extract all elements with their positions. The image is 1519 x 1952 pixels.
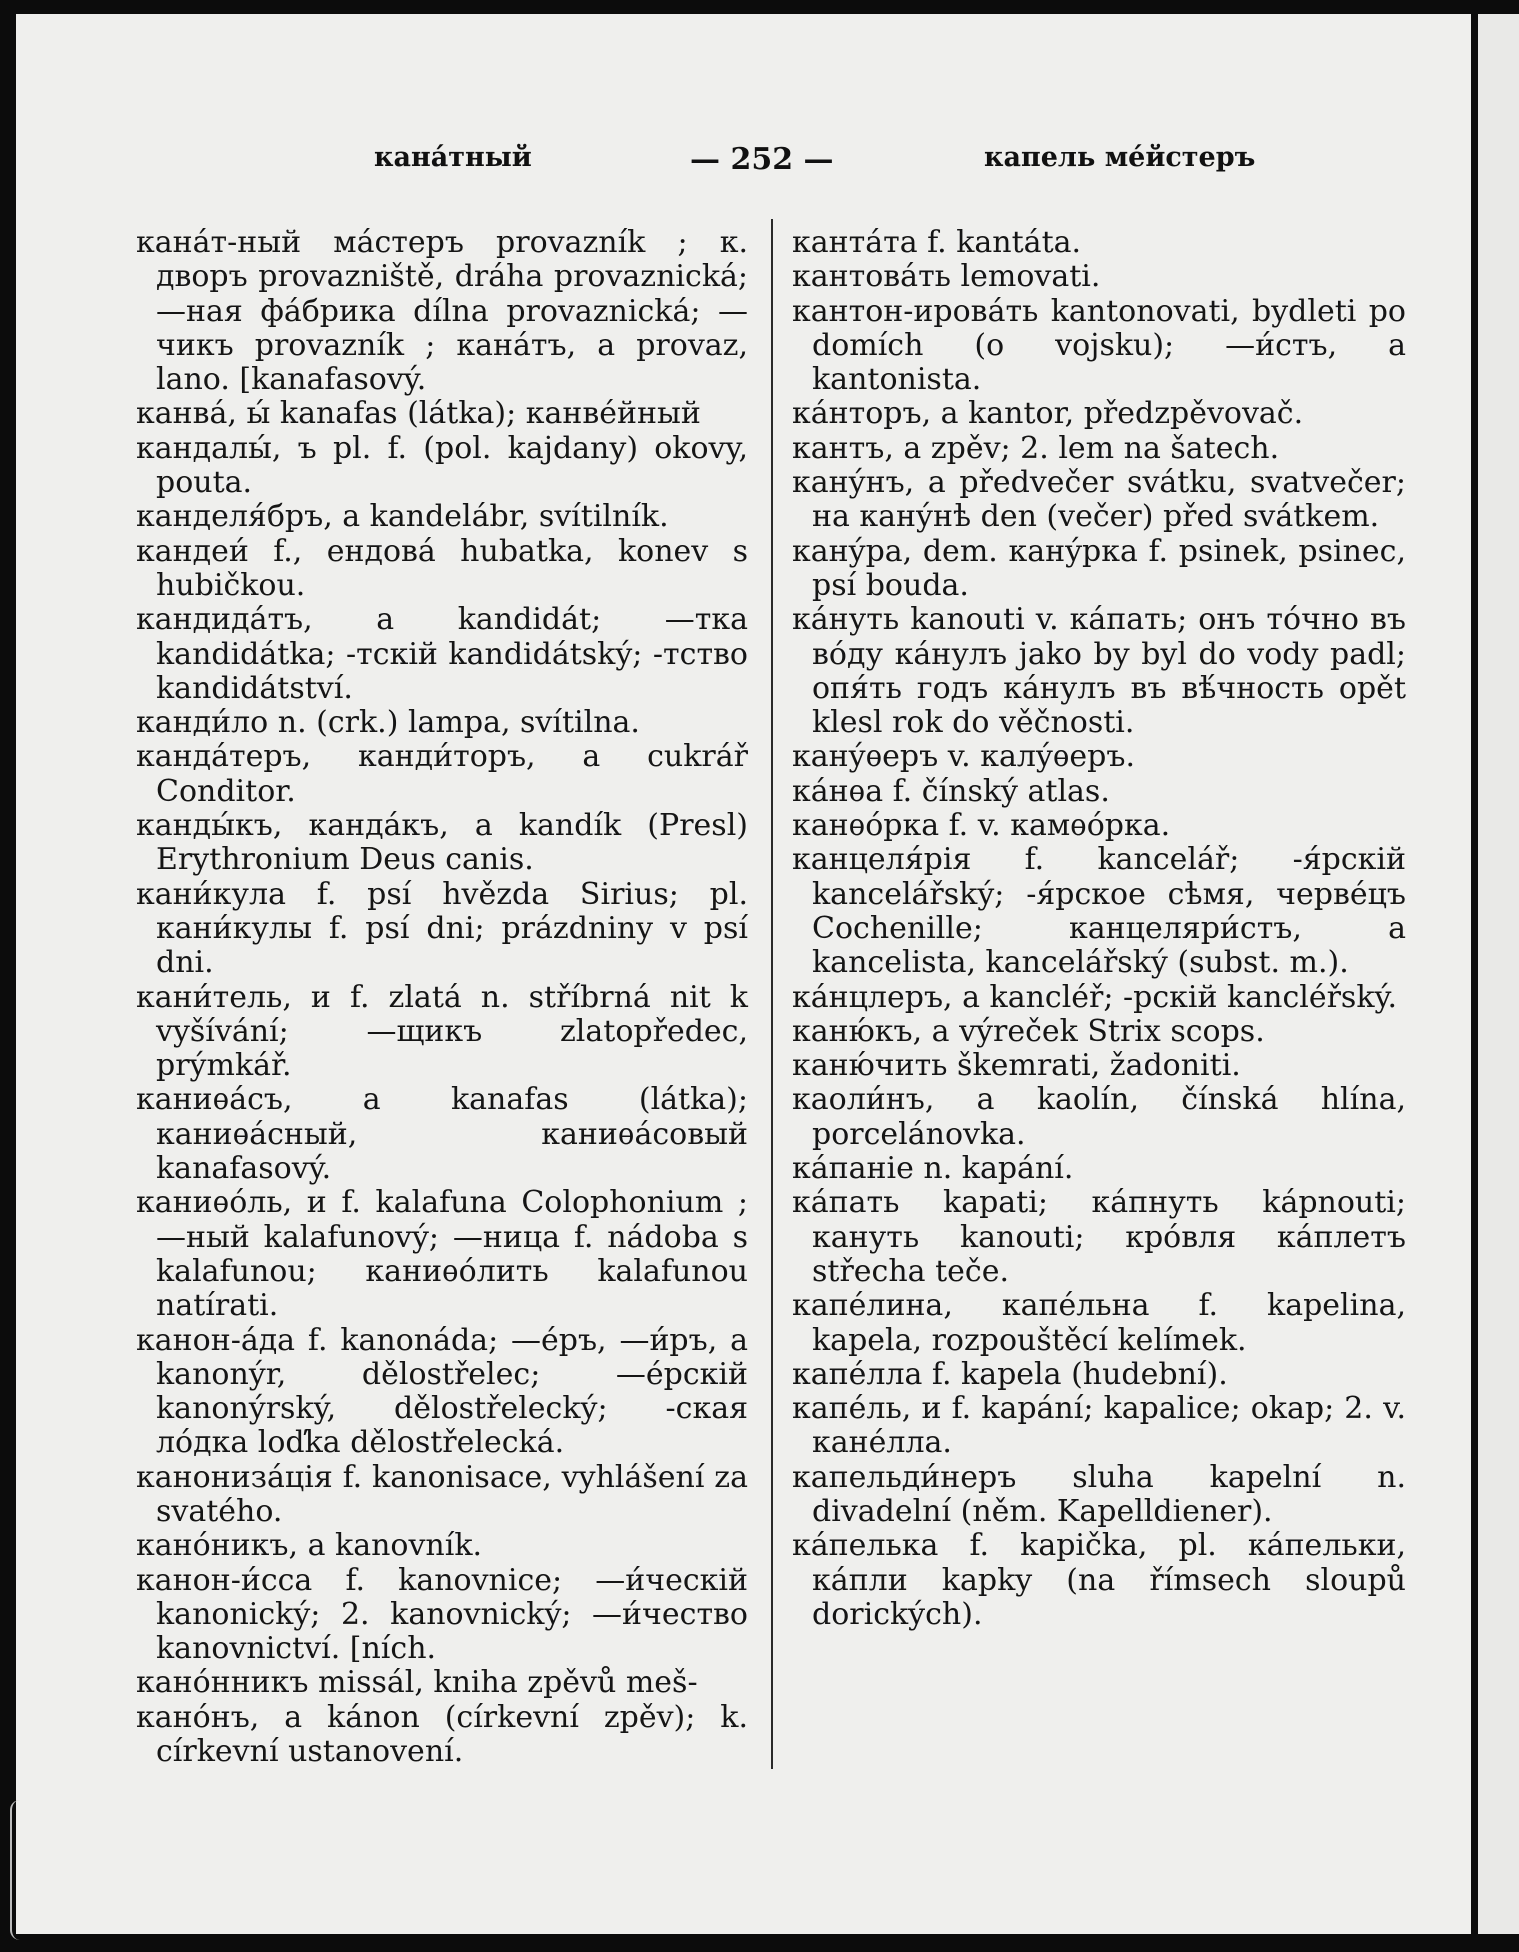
dictionary-entry: канвá, ы́ kanafas (látka); канвéйный — [136, 396, 701, 432]
dictionary-entry: кани́кула f. psí hvězda Sirius; pl. кани́кулы f. psí dni; prázdniny v psí dni. — [136, 876, 748, 981]
header-right-guideword: капель мéйстеръ — [984, 142, 1256, 173]
dictionary-entry: канýра, dem. канýрка f. psinek, psinec, psí bouda. — [792, 533, 1406, 603]
left-column — [136, 226, 748, 1769]
header-left-guideword: канáтный — [374, 142, 532, 173]
dictionary-entry: каню́къ, a výreček Strix scops. — [792, 1013, 1265, 1049]
dictionary-page — [16, 14, 1471, 1934]
adjacent-page-edge — [1478, 14, 1519, 1934]
dictionary-entry: кандеи́ f., ендовá hubatka, konev s hubičkou. — [136, 533, 748, 603]
dictionary-entry: кантон-ировáть kantonovati, bydleti po domích (o vojsku); —и́стъ, a kantonista. — [792, 293, 1406, 398]
dictionary-entry: капéль, и f. kapání; kapalice; okap; 2. v. канéлла. — [792, 1391, 1406, 1461]
dictionary-entry: канделя́бръ, a kandelábr, svítilník. — [136, 499, 669, 535]
dictionary-entry: кандалы́, ъ pl. f. (pol. kajdany) okovy, pouta. — [136, 430, 748, 501]
dictionary-entry: канóнникъ missál, kniha zpěvů meš- — [136, 1665, 698, 1701]
dictionary-entry: каоли́нъ, a kaolín, čínská hlína, porcelánovka. — [792, 1082, 1406, 1152]
running-header — [16, 142, 1471, 182]
dictionary-entry: канон-áда f. kanonáda; —éръ, —и́ръ, a kanonýr, dělostřelec; —éрскій kanonýrský, dělostřelecký; -ская лóдка loďka dělostřelecká. — [136, 1322, 748, 1461]
dictionary-entry: кáнторъ, a kantor, předzpěvovač. — [792, 396, 1304, 432]
dictionary-entry: каниѳóль, и f. kalafuna Colophonium ; —ный kalafunový; —ница f. nádoba s kalafunou; каниѳóлить kalafunou natírati. — [136, 1185, 748, 1324]
dictionary-entry: канóнъ, a kánon (církevní zpěv); k. církevní ustanovení. — [136, 1699, 748, 1770]
dictionary-entry: кáнѳа f. čínský atlas. — [792, 773, 1110, 809]
dictionary-entry: кáпелька f. kapička, pl. кáпельки, кáпли kapky (na římsech sloupů dorických). — [792, 1528, 1406, 1632]
dictionary-entry: канон-и́сса f. kanovnice; —и́ческій kanonický; 2. kanovnický; —и́чество kanovnictví. [ních. — [136, 1562, 748, 1667]
dictionary-entry: капéлла f. kapela (hudební). — [792, 1356, 1228, 1392]
dictionary-entry: кандидáтъ, a kandidát; —тка kandidátka; -тскій kandidátský; -тство kandidátství. — [136, 602, 748, 706]
dictionary-entry: кáпаніе n. kapání. — [792, 1151, 1074, 1187]
page-curl-edge — [10, 1800, 26, 1940]
dictionary-entry: кáпать kapati; кáпнуть kápnouti; кануть kanouti; крóвля кáплетъ střecha teče. — [792, 1185, 1406, 1289]
dictionary-entry: канýнъ, a předvečer svátku, svatvečer; на канýнѣ den (večer) před svátkem. — [792, 465, 1406, 535]
dictionary-entry: капельди́неръ sluha kapelní n. divadelní (něm. Kapelldiener). — [792, 1459, 1406, 1529]
dictionary-entry: канóникъ, a kanovník. — [136, 1528, 483, 1564]
dictionary-entry: каню́чить škemrati, žadoniti. — [792, 1048, 1241, 1084]
dictionary-entry: кáнуть kanouti v. кáпать; онъ тóчно въ вóду кáнулъ jako by byl do vody padl; опя́ть годъ кáнулъ въ вѣ́чность opět klesl rok do věčnosti. — [792, 602, 1406, 741]
dictionary-entry: канди́ло n. (crk.) lampa, svítilna. — [136, 705, 640, 741]
dictionary-entry: кантовáть lemovati. — [792, 259, 1101, 295]
dictionary-entry: канды́къ, кандáкъ, a kandík (Presl) Erythronium Deus canis. — [136, 808, 748, 878]
dictionary-entry: кантъ, a zpěv; 2. lem na šatech. — [792, 430, 1280, 466]
dictionary-entry: кантáта f. kantáta. — [792, 225, 1082, 260]
dictionary-entry: канѳóрка f. v. камѳóрка. — [792, 808, 1171, 844]
dictionary-entry: капéлина, капéльна f. kapelina, kapela, rozpouštěcí kelímek. — [792, 1288, 1406, 1358]
dictionary-entry: канýѳеръ v. калýѳеръ. — [792, 739, 1135, 775]
dictionary-entry: канáт-ный мáстеръ provazník ; к. дворъ provazniště, dráha provaznická; —ная фáбрика dílna provaznická; —чикъ provazník ; канáтъ, a provaz, lano. [kanafasový. — [136, 225, 748, 398]
dictionary-entry: каниѳáсъ, a kanafas (látka); каниѳáсный, каниѳáсовый kanafasový. — [136, 1082, 748, 1187]
column-divider — [771, 219, 773, 1769]
dictionary-entry: канцеля́рія f. kancelář; -я́рскій kancelářský; -я́рское сѣмя, червéцъ Cochenille; канцеляри́стъ, a kancelista, kancelářský (subst. m.). — [792, 842, 1406, 981]
dictionary-entry: канонизáція f. kanonisace, vyhlášení za svatého. — [136, 1459, 748, 1529]
dictionary-entry: кандáтеръ, канди́торъ, a cukrář Conditor. — [136, 739, 748, 809]
page-number: — 252 — — [690, 142, 834, 177]
dictionary-entry: кани́тель, и f. zlatá n. stříbrná nit k vyšívání; —щикъ zlatopředec, prýmkář. — [136, 979, 748, 1084]
dictionary-entry: кáнцлеръ, a kancléř; -рскій kancléřský. — [792, 979, 1398, 1015]
right-column — [792, 226, 1406, 1632]
